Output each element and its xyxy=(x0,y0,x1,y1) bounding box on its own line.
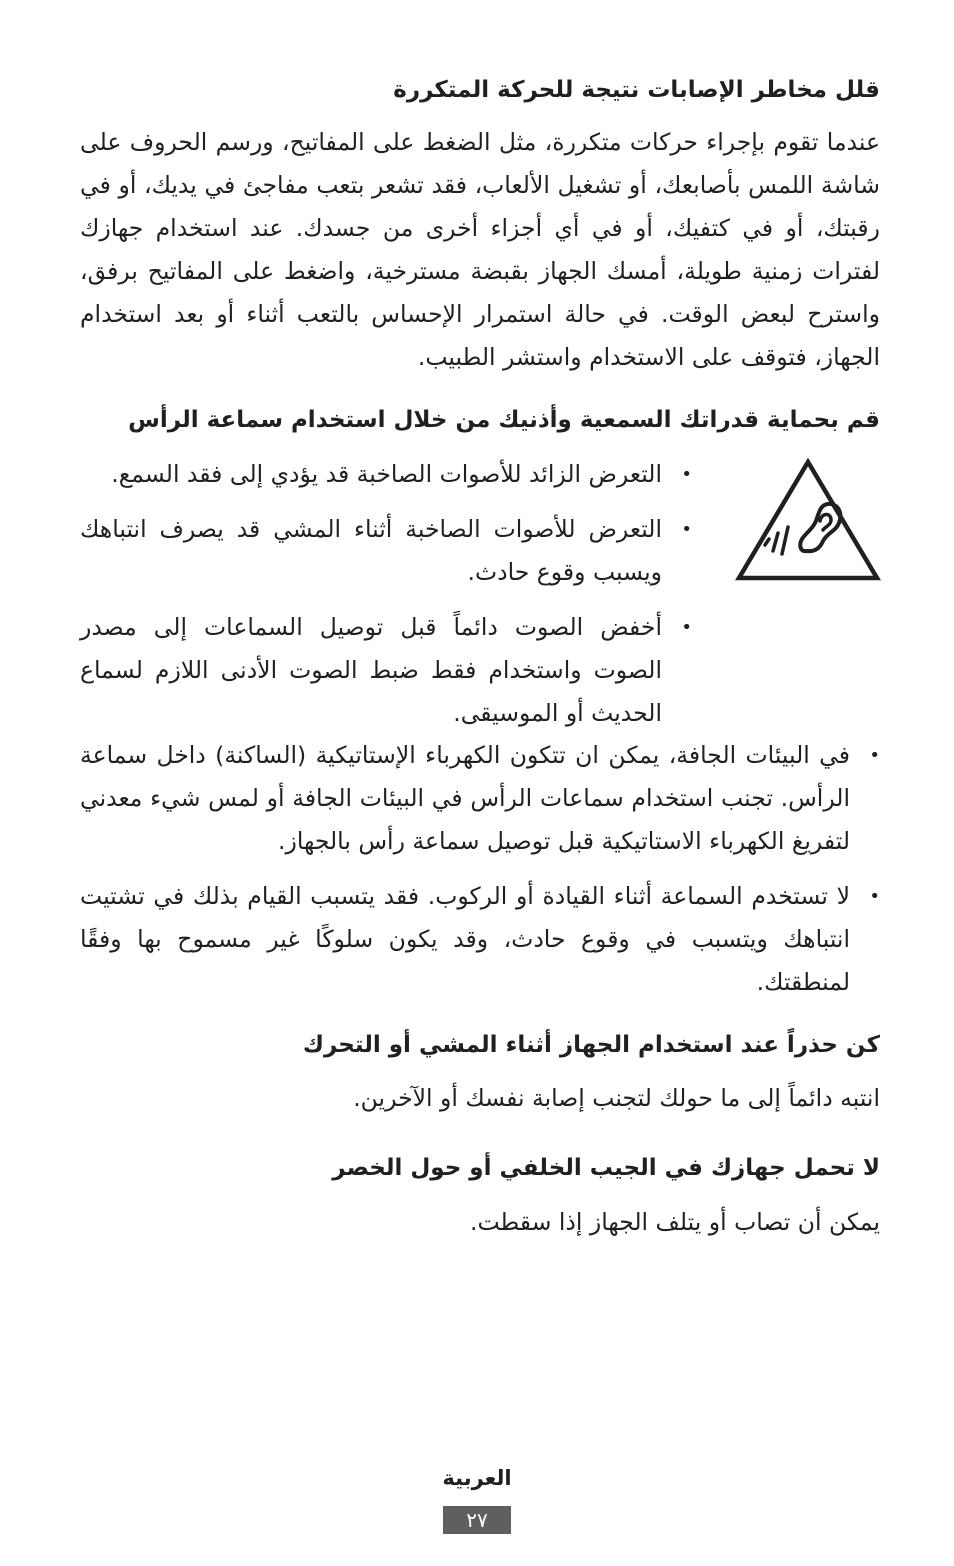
bullet-marker: • xyxy=(869,745,880,766)
bullet-marker: • xyxy=(681,519,692,540)
bullet-marker: • xyxy=(681,617,692,638)
repetitive-motion-paragraph: عندما تقوم بإجراء حركات متكررة، مثل الضغط على المفاتيح، ورسم الحروف على شاشة اللمس بأصابعك، أو تشغيل الألعاب، فقد تشعر بتعب مفاجئ في يديك، أو في رقبتك، أو في كتفيك، أو في أي أجزاء أخرى من جسدك. عند استخدام جهازك لفترات زمنية طويلة، أمسك الجهاز بقبضة مسترخية، واضغط على المفاتيح برفق، واسترح لبعض الوقت. في حالة استمرار الإحساس بالتعب أثناء أو بعد استخدام الجهاز، فتوقف على الاستخدام واستشر الطبيب. xyxy=(80,128,880,371)
bullet-text: أخفض الصوت دائماً قبل توصيل السماعات إلى مصدر الصوت واستخدام فقط ضبط الصوت الأدنى اللازم لسماع الحديث أو الموسيقى. xyxy=(80,613,662,727)
walking-caution-heading: كن حذراً عند استخدام الجهاز أثناء المشي أو التحرك xyxy=(302,1032,880,1058)
back-pocket-paragraph: يمكن أن تصاب أو يتلف الجهاز إذا سقطت. xyxy=(469,1208,880,1236)
hearing-warning-icon xyxy=(735,457,881,583)
page-number: ٢٧ xyxy=(443,1506,511,1534)
list-item xyxy=(80,453,692,496)
list-item xyxy=(80,875,880,1004)
list-item xyxy=(80,734,880,863)
list-item xyxy=(80,508,692,594)
bullet-text: التعرض الزائد للأصوات الصاخبة قد يؤدي إلى فقد السمع. xyxy=(111,460,662,488)
footer-language-label: العربية xyxy=(442,1466,512,1490)
back-pocket-heading: لا تحمل جهازك في الجيب الخلفي أو حول الخصر xyxy=(332,1155,880,1181)
bullet-text: التعرض للأصوات الصاخبة أثناء المشي قد يصرف انتباهك ويسبب وقوع حادث. xyxy=(80,515,662,586)
hearing-icon-bullet-list xyxy=(80,453,692,735)
bullet-marker: • xyxy=(681,464,692,485)
walking-caution-paragraph: انتبه دائماً إلى ما حولك لتجنب إصابة نفسك أو الآخرين. xyxy=(353,1084,880,1112)
repetitive-motion-heading: قلل مخاطر الإصابات نتيجة للحركة المتكررة xyxy=(393,77,880,103)
hearing-protection-heading: قم بحماية قدراتك السمعية وأذنيك من خلال استخدام سماعة الرأس xyxy=(128,407,880,433)
hearing-bullet-list xyxy=(80,734,880,1004)
bullet-text: لا تستخدم السماعة أثناء القيادة أو الركوب. فقد يتسبب القيام بذلك في تشتيت انتباهك ويتسبب في وقوع حادث، وقد يكون سلوكًا غير مسموح بها وفقًا لمنطقتك. xyxy=(80,882,850,996)
bullet-marker: • xyxy=(869,886,880,907)
list-item xyxy=(80,606,692,735)
bullet-text: في البيئات الجافة، يمكن ان تتكون الكهرباء الإستاتيكية (الساكنة) داخل سماعة الرأس. تجنب استخدام سماعات الرأس في البيئات الجافة أو لمس شيء معدني لتفريغ الكهرباء الاستاتيكية قبل توصيل سماعة رأس بالجهاز. xyxy=(80,741,850,855)
